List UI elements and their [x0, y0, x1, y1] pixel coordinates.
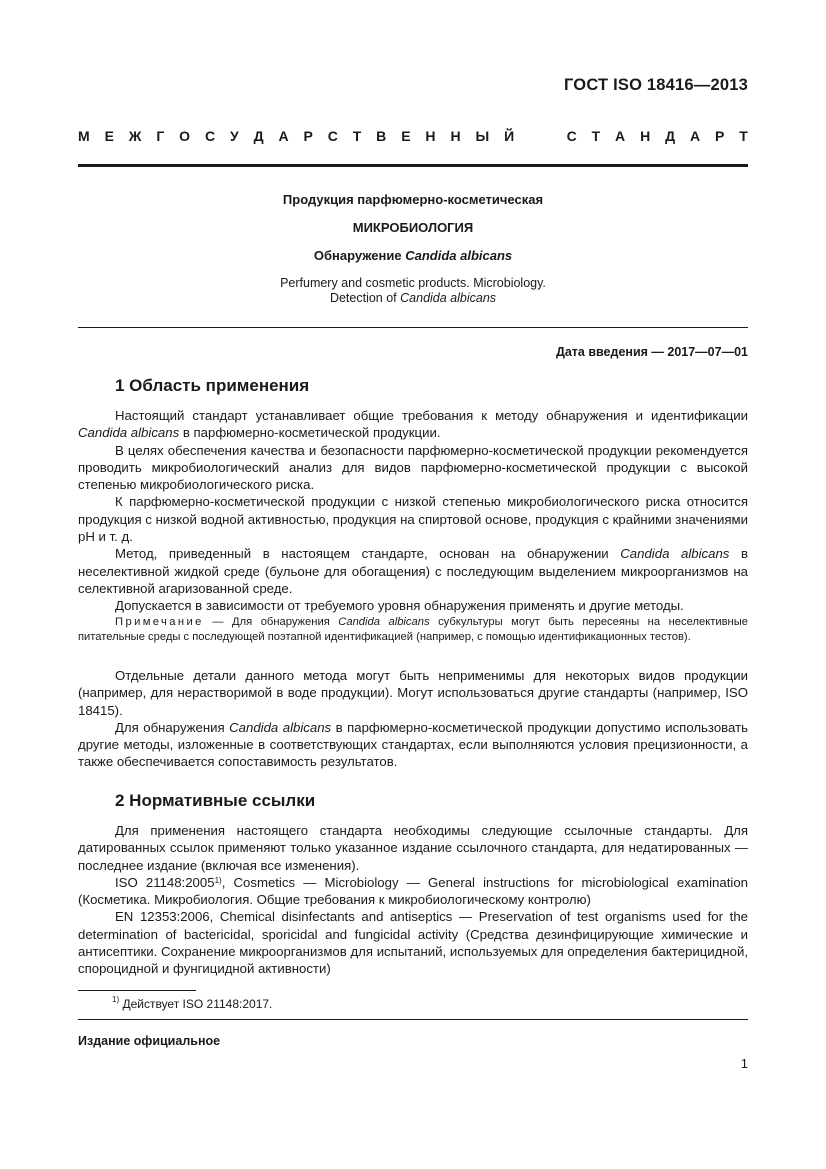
section-1-body: [78, 407, 748, 615]
section-1-heading: 1 Область применения: [115, 376, 310, 395]
paragraph: ISO 21148:2005$^{1)}$, Cosmetics — Microbiology — General instructions for microbiological examination (Косметика. Микробиология. Общие требования к микробиологическому контролю): [78, 874, 748, 908]
interstate-letter: Е: [104, 128, 114, 144]
interstate-letter: Р: [303, 128, 313, 144]
header-rule: [78, 164, 748, 167]
title-english: Perfumery and cosmetic products. Microbiology. Detection of Candida albicans: [280, 276, 546, 305]
interstate-letter: Т: [352, 128, 362, 144]
interstate-letter: Т: [739, 128, 748, 144]
interstate-letter: Н: [450, 128, 461, 144]
interstate-letter: Р: [714, 128, 725, 144]
title-specific: Обнаружение Candida albicans: [313, 248, 513, 263]
interstate-letter: У: [229, 128, 239, 144]
paragraph: Допускается в зависимости от требуемого уровня обнаружения применять и другие методы.: [115, 598, 684, 614]
interstate-letter: Й: [504, 128, 515, 144]
title-product-group: Продукция парфюмерно-косметическая: [282, 192, 544, 207]
interstate-letter: Ы: [475, 128, 490, 144]
footnote-rule: [78, 990, 196, 991]
interstate-standard-heading: [78, 128, 748, 144]
paragraph: Для обнаружения Candida albicans в парфюмерно-косметической продукции допустимо использовать другие методы, изложенные в соответствующих стандартах, если выполняются условия прецизионности, а также обеспечивается сопоставимость результатов.: [78, 719, 748, 770]
section-2-body: [78, 822, 748, 978]
section-1-body-continued: [78, 667, 748, 771]
interstate-letter: А: [615, 128, 626, 144]
title-rule: [78, 327, 748, 328]
interstate-letter: Д: [665, 128, 676, 144]
note: Примечание — Для обнаружения Candida albicans субкультуры могут быть пересеяны на неселективные питательные среды с последующей поэтапной идентификацией (например, с помощью идентификационных тестов).: [78, 616, 748, 643]
interstate-letter: С: [327, 128, 338, 144]
interstate-letter: Д: [253, 128, 264, 144]
interstate-letter: Г: [156, 128, 165, 144]
footer-rule: [78, 1019, 748, 1020]
interstate-letter: Н: [640, 128, 651, 144]
interstate-letter: [529, 128, 533, 144]
interstate-letter: Н: [425, 128, 436, 144]
interstate-letter: Ж: [128, 128, 142, 144]
paragraph: Для применения настоящего стандарта необходимы следующие ссылочные стандарты. Для датированных ссылок применяют только указанное издание ссылочного стандарта, для недатированных — последнее издание (включая все изменения).: [78, 823, 748, 873]
interstate-letter: С: [566, 128, 577, 144]
paragraph: В целях обеспечения качества и безопасности парфюмерно-косметической продукции рекомендуется проводить микробиологический анализ для видов парфюмерно-косметической продукции с высокой степенью микробиологического риска.: [78, 442, 748, 493]
standard-code: ГОСТ ISO 18416—2013: [563, 76, 748, 94]
title-subject: МИКРОБИОЛОГИЯ: [352, 220, 474, 235]
interstate-letter: С: [204, 128, 216, 144]
interstate-letter: Т: [591, 128, 601, 144]
paragraph: Настоящий стандарт устанавливает общие требования к методу обнаружения и идентификации Candida albicans в парфюмерно-косметической продукции.: [78, 408, 748, 441]
paragraph: К парфюмерно-косметической продукции с низкой степенью микробиологического риска относится продукция с низкой водной активностью, продукция на спиртовой основе, продукция с крайними значениями pH и т. д.: [78, 494, 748, 545]
interstate-letter: М: [78, 128, 90, 144]
page-number: 1: [740, 1056, 748, 1071]
official-edition-label: Издание официальное: [78, 1034, 221, 1048]
introduction-date: Дата введения — 2017—07—01: [555, 345, 748, 359]
interstate-letter: А: [278, 128, 289, 144]
paragraph: EN 12353:2006, Chemical disinfectants and antiseptics — Preservation of test organisms used for the determination of bactericidal, sporicidal and fungicidal activity (Средства дезинфицирующие химические и антисептики. Сохранение микроорганизмов для испытаний, используемых для определения бактерицидной, спороцидной и фунгицидной активности): [78, 909, 748, 977]
section-2-heading: 2 Нормативные ссылки: [115, 791, 316, 810]
paragraph: Отдельные детали данного метода могут быть неприменимы для некоторых видов продукции (например, для нерастворимой в воде продукции). Могут использоваться другие стандарты (например, ISO 18415).: [78, 668, 748, 718]
interstate-letter: Е: [401, 128, 411, 144]
paragraph: Метод, приведенный в настоящем стандарте, основан на обнаружении Candida albicans в неселективной жидкой среде (бульоне для обогащения) с последующим выделением микроорганизмов на селективной агаризованной среде.: [78, 546, 748, 596]
interstate-letter: О: [179, 128, 191, 144]
interstate-letter: В: [376, 128, 387, 144]
interstate-letter: [548, 128, 552, 144]
footnote: $^{1)}$ Действует ISO 21148:2017.: [112, 995, 273, 1011]
interstate-letter: А: [689, 128, 701, 144]
